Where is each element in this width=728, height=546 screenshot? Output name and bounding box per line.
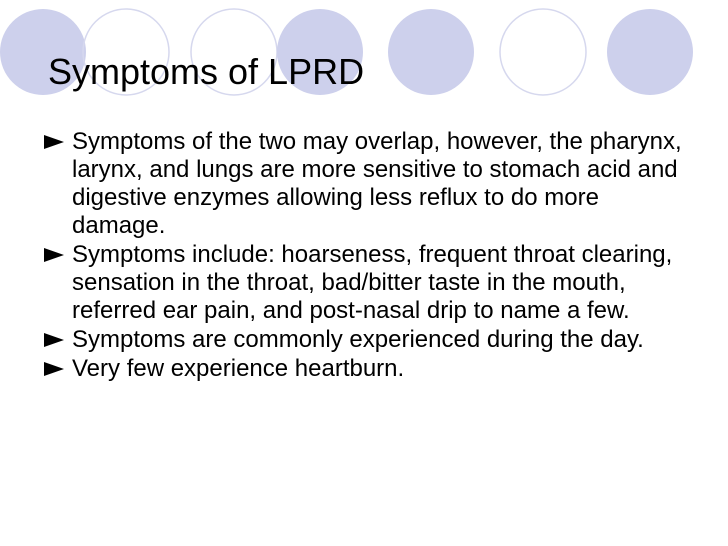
bullet-text: Symptoms of the two may overlap, however, the pharynx, larynx, and lungs are more sensitive to stomach acid and digestive enzymes allowing less reflux to do more damage. xyxy=(72,128,682,239)
circle-filled xyxy=(388,9,474,95)
bullet-item xyxy=(44,241,694,325)
circle-filled xyxy=(607,9,693,95)
triangle-bullet-icon xyxy=(44,362,64,376)
triangle-bullet-icon xyxy=(44,135,64,149)
triangle-bullet-icon xyxy=(44,248,64,262)
bullet-text: Very few experience heartburn. xyxy=(72,355,405,382)
bullet-item xyxy=(44,326,694,354)
triangle-bullet-icon xyxy=(44,333,64,347)
bullet-item xyxy=(44,355,694,383)
bullet-text: Symptoms are commonly experienced during the day. xyxy=(72,326,644,353)
circle-outline xyxy=(500,9,586,95)
bullet-item xyxy=(44,128,694,240)
bullet-list xyxy=(44,128,694,384)
slide-title: Symptoms of LPRD xyxy=(48,51,365,92)
bullet-text: Symptoms include: hoarseness, frequent throat clearing, sensation in the throat, bad/bitter taste in the mouth, referred ear pain, and post-nasal drip to name a few. xyxy=(72,241,673,324)
